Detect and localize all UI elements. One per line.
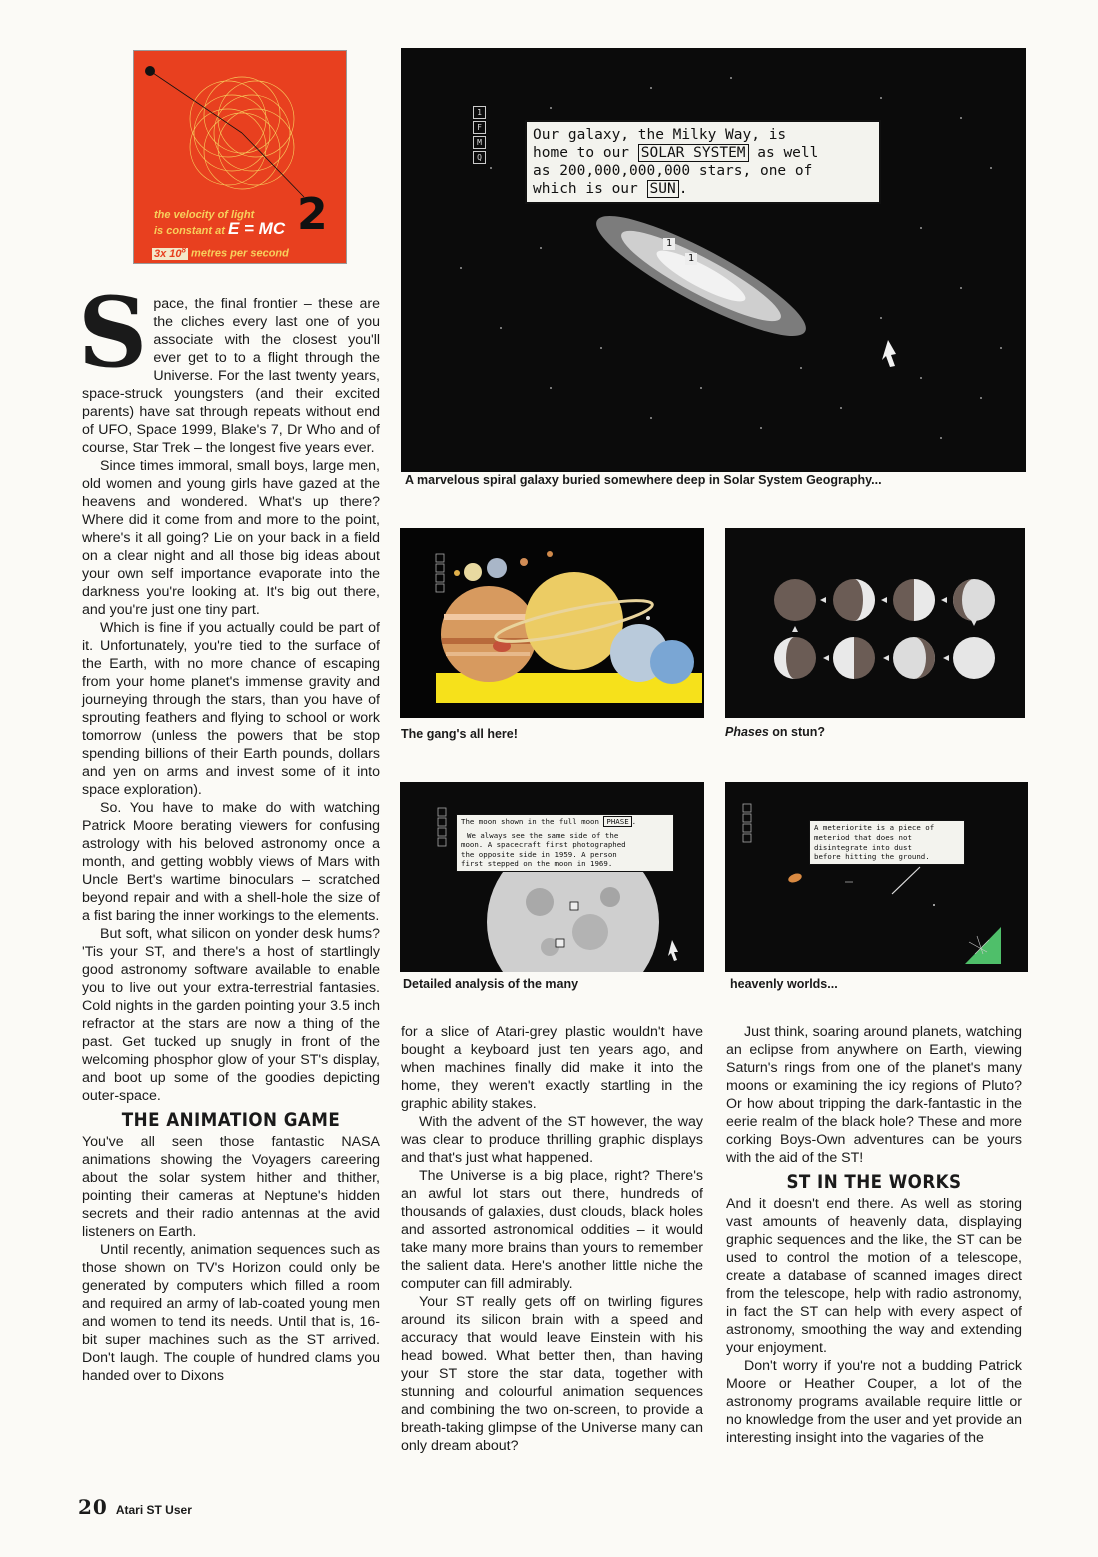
article-column-2 [401,1023,703,1455]
article-column-3 [726,1023,1022,1447]
phases-caption [725,725,825,739]
phases-screenshot [725,528,1025,718]
badge-exponent: 2 [297,189,328,240]
col2-paragraph-4: Your ST really gets off on twirling figures around its silicon brain with a speed and accuracy that would leave Einstein with his head bowed. What better then, than having your ST store the star data, together with stunning and colourful animation sequences and combining the two on-screen, to provide a breath-taking glimpse of the Universe many can only dream about? [401,1294,703,1454]
col3-paragraph-3: Don't worry if you're not a budding Patrick Moore or Heather Couper, a lot of the astronomy programs available require little or no knowledge from the user and yet provide an interesting insight into the vagaries of the [726,1358,1022,1446]
menu-icon-m[interactable]: M [473,136,486,149]
planets-screenshot [400,528,704,718]
phase-link[interactable]: PHASE [603,816,631,827]
phases-caption-rest: on stun? [768,725,826,739]
col1-paragraph-6: You've all seen those fantastic NASA animations showing the Voyagers careering about the solar system hither and thither, pointing their cameras at Neptune's hidden secrets and their radio antennas at the avid listeners on Earth. [82,1134,380,1240]
col1-paragraph-4: So. You have to make do with watching Patrick Moore berating viewers for confusing astrology with his beloved astronomy once a month, and getting wobbly views of Mars with Uncle Bert's wartime binoculars – scratched beyond repair and with a shell-hole the size of a fist baring the inner workings to the elements. [82,800,380,924]
menu-icon-f[interactable]: F [473,121,486,134]
menu-icon-1[interactable]: 1 [473,106,486,119]
col1-paragraph-7: Until recently, animation sequences such as those shown on TV's Horizon could only be generated by computers which filled a room and required an army of lab-coated young men and women to tend its needs. Until that is, 16-bit super machines such as the ST arrived. Don't laugh. The couple of hundred clams you handed over to Dixons [82,1242,380,1384]
col1-paragraph-5: But soft, what silicon on yonder desk hums? 'Tis your ST, and there's a host of startlingly good astronomy software available to enable you to live out your extra-terrestrial fantasies. Cold nights in the garden pointing your 3.5 inch refractor at the stars are now a thing of the past. Get tucked up snugly in front of the welcoming phosphor glow of your ST's display, and boot up some of the goodies depicting outer-space. [82,926,380,1104]
article-column-1 [78,276,380,1385]
galaxy-caption: A marvelous spiral galaxy buried somewhere deep in Solar System Geography... [405,473,882,487]
emc2-badge [133,50,347,264]
info-line-3: as 200,000,000,000 stars, one of [533,163,813,179]
col1-paragraph-2: Since times immoral, small boys, large men, old women and young girls have gazed at the heavens and wondered. What's up there? Where did it come from and more to the point, where's it all going? Lie on your back in a field on a clear night and all those big ideas about your own self importance evaporate into the darkness you're looking at. It's big out there, and you're just one tiny part. [82,458,380,618]
galaxy-marker-2[interactable]: 1 [685,253,697,265]
moon-screenshot [400,782,704,972]
info-line-1: Our galaxy, the Milky Way, is [533,127,787,143]
col2-paragraph-1: for a slice of Atari-grey plastic wouldn't have bought a keyboard just ten years ago, and when machines finally did make it into the home, they weren't exactly startling in the graphic ability stakes. [401,1024,703,1112]
meteor-screenshot [725,782,1028,972]
page-number: 20 [78,1495,108,1519]
phases-caption-emphasis: Phases [725,725,769,739]
badge-line3-sup: 8 [181,245,186,254]
page-footer [78,1495,192,1519]
galaxy-graphic [401,48,1026,472]
sun-link[interactable]: SUN [647,180,679,198]
section-heading-animation: THE ANIMATION GAME [121,1109,341,1131]
meteor-graphic [725,782,1028,972]
planets-graphic [400,528,704,718]
planets-caption: The gang's all here! [401,727,518,741]
menu-icon-q[interactable]: Q [473,151,486,164]
badge-line3a: 3x 10 [154,247,182,260]
galaxy-screenshot [401,48,1026,472]
meteor-caption: heavenly worlds... [730,977,838,991]
solar-system-link[interactable]: SOLAR SYSTEM [638,144,749,162]
galaxy-info-box: Our galaxy, the Milky Way, is home to our SOLAR SYSTEM as well as 200,000,000,000 stars, one of which is our SUN . [525,120,881,204]
drop-cap: S [78,276,148,389]
col2-paragraph-3: The Universe is a big place, right? There's an awful lot stars out there, hundreds of thousands of galaxies, dust clouds, black holes and assorted astronomical oddities – it would take many more brains than yours to remember the salient data. Here's another little niche the computer can fill admirably. [401,1168,703,1292]
badge-line3b: metres per second [187,247,289,260]
full-moon-graphic [400,782,704,972]
badge-line1: the velocity of light [154,209,255,221]
col2-paragraph-2: With the advent of the ST however, the way was clear to produce thrilling graphic displays and that's just what happened. [401,1114,703,1166]
section-heading-works: ST IN THE WORKS [786,1171,962,1193]
galaxy-marker-1[interactable]: 1 [663,238,675,250]
col3-paragraph-1: Just think, soaring around planets, watching an eclipse from anywhere on Earth, viewing Saturn's rings from one of the planet's many moons or examining the icy regions of Pluto? Or how about tripping the dark-fantastic in the eerie realm of the black hole? These and more corking Boys-Own adventures can be yours with the aid of the ST! [726,1024,1022,1166]
magazine-title: Atari ST User [115,1503,192,1517]
col1-paragraph-1: pace, the final frontier – these are the cliches every last one of you associate with the closest you'll ever get to to a flight through the Universe. For the last twenty years, space-struck youngsters (and their excited parents) have sat through repeats without end of UFO, Space 1999, Blake's 7, Dr Who and of course, Star Trek – the longest five years ever. [82,296,380,456]
badge-formula: E = MC [227,219,286,238]
moon-caption: Detailed analysis of the many [403,977,579,991]
col1-paragraph-3: Which is fine if you actually could be part of it. Unfortunately, you're tied to the surface of the Earth, with no more chance of escaping from your home planet's immense gravity and journeying through the stars, than you have of sprouting feathers and flying to school or work tomorrow (unless the powers that be stop spending billions of their Earth pounds, dollars and yen on arms and invest some of it into space exploration). [82,620,380,798]
moon-phases-graphic [725,528,1025,718]
badge-line2: is constant at [154,225,225,237]
col3-paragraph-2: And it doesn't end there. As well as storing vast amounts of heavenly data, displaying graphic sequences and the like, the ST can be used to control the motion of a telescope, create a database of scanned images direct from the telescope, help with radio astronomy, in fact the ST can help with every aspect of astronomy, smoothing the way and extending your enjoyment. [726,1196,1022,1356]
moon-info-box: The moon shown in the full moon PHASE . We always see the same side of the moon. A spacecraft first photographed the opposite side in 1959. A person first stepped on the moon in 1969. [456,814,674,872]
meteor-info-box: A meteriorite is a piece of meteriod that does not disintegrate into dust before hitting the ground. [809,820,965,865]
